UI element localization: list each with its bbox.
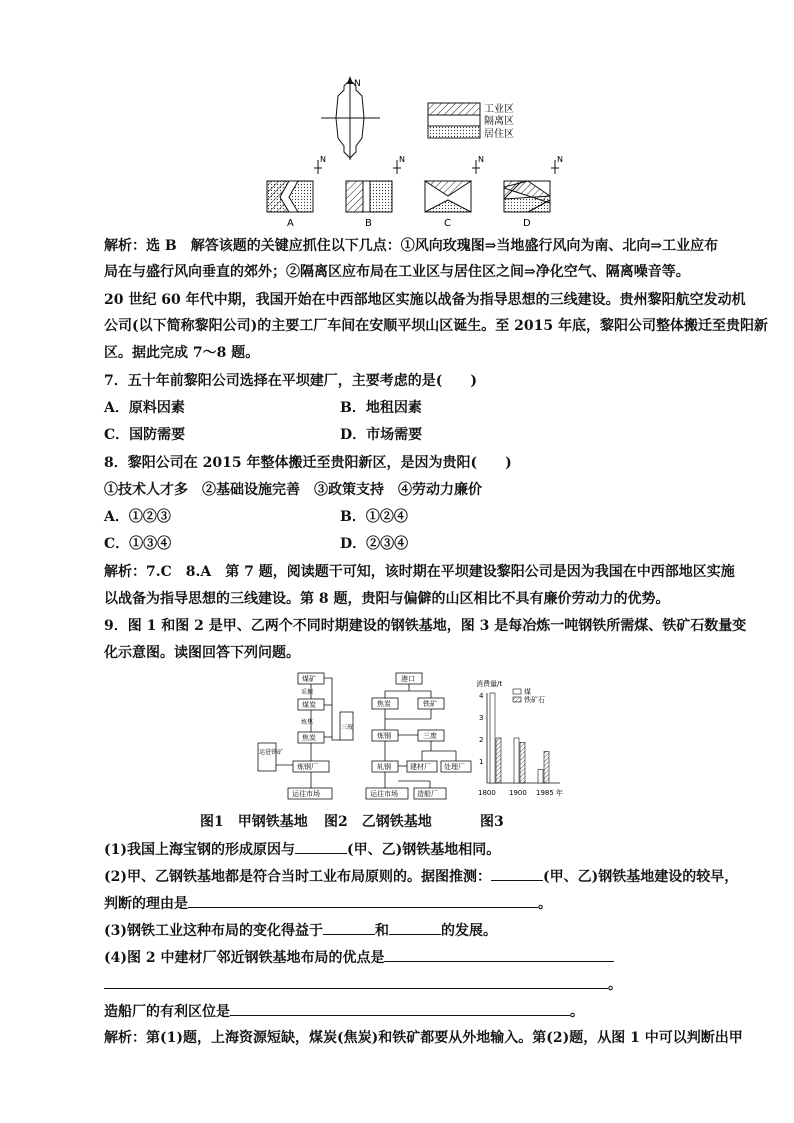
q8-option-b[interactable]: B．①②④	[340, 509, 408, 525]
bar-coal-1800	[490, 693, 495, 783]
q9-line-1: 9．图 1 和图 2 是甲、乙两个不同时期建设的钢铁基地，图 3 是每冶炼一吨钢铁所需煤、铁矿石数量变	[104, 618, 747, 634]
fig2-building-materials: 建材厂	[410, 763, 431, 771]
analysis-2-line-1: 解析：7.C 8.A 第 7 题，阅读题干可知，该时期在平坝建设黎阳公司是因为我国在中西部地区实施	[104, 564, 735, 580]
option-label-c: C	[444, 218, 451, 229]
sub-q2-line-2: 判断的理由是 。	[104, 893, 552, 914]
caption-figure-1: 图1 甲钢铁基地	[200, 814, 308, 830]
layout-option-a	[267, 155, 326, 229]
bar-coal-1985	[538, 770, 543, 784]
zone-legend	[428, 102, 514, 140]
q8-items: ①技术人才多 ②基础设施完善 ③政策支持 ④劳动力廉价	[104, 482, 482, 498]
q7-option-b[interactable]: B．地租因素	[340, 400, 422, 416]
north-label: N	[478, 155, 484, 164]
fig1-iron-ore-in: 运进铁矿	[259, 749, 284, 756]
x-tick-1985: 1985 年	[536, 789, 564, 797]
analysis-2-line-2: 以战备为指导思想的三线建设。第 8 题，贵阳与偏僻的山区相比不具有廉价劳动力的优势。	[104, 591, 670, 607]
sub-q2-line-1: (2)甲、乙钢铁基地都是符合当时工业布局原则的。据图推测： (甲、乙)钢铁基地建设的较早，	[104, 866, 738, 887]
answer-blank-2[interactable]	[491, 866, 543, 881]
analysis-1-line-1: 解析：选 B 解答该题的关键应抓住以下几点：①风向玫瑰图⇒当地盛行风向为南、北向⇒工业应布	[104, 238, 719, 254]
bar-coal-1900	[514, 738, 519, 783]
x-tick-1900: 1900	[509, 789, 527, 797]
option-label-d: D	[523, 218, 531, 229]
fig1-coke: 焦炭	[302, 734, 316, 742]
y-tick-1: 1	[479, 758, 484, 766]
legend-buffer: 隔离区	[484, 116, 514, 127]
bar-iron-ore-1800	[496, 738, 501, 783]
sub-q4-line-2: 。	[104, 974, 622, 995]
fig2-coke: 焦炭	[377, 700, 391, 708]
fig2-rolling: 轧钢	[377, 763, 391, 771]
q7-option-a[interactable]: A．原料因素	[104, 400, 185, 416]
fig2-to-market: 运往市场	[370, 790, 398, 798]
layout-option-b	[346, 155, 405, 229]
answer-blank-5[interactable]	[389, 920, 441, 935]
bar-iron-ore-1900	[520, 743, 525, 784]
option-label-a: A	[287, 218, 294, 229]
fig1-coal-mine: 煤矿	[302, 675, 316, 683]
fig1-waste: 三废	[341, 724, 354, 731]
fig2-waste: 三废	[423, 732, 437, 740]
caption-figure-2: 图2 乙钢铁基地	[324, 814, 432, 830]
answer-blank-7[interactable]	[104, 974, 608, 989]
q8-option-a[interactable]: A．①②③	[104, 509, 171, 525]
fig1-coal: 煤炭	[302, 701, 316, 709]
q8-stem: 8．黎阳公司在 2015 年整体搬迁至贵阳新区，是因为贵阳( )	[104, 455, 512, 471]
fig2-shipyard: 造船厂	[417, 790, 438, 798]
fig2-steelmaking: 炼钢	[377, 732, 391, 740]
north-label: N	[557, 155, 563, 164]
fig2-iron-ore: 铁矿	[423, 700, 437, 708]
layout-option-c	[425, 155, 484, 229]
wind-rose-icon	[321, 76, 380, 160]
fig1-to-market: 运往市场	[292, 790, 320, 798]
q8-option-d[interactable]: D．②③④	[340, 536, 409, 552]
north-label: N	[320, 155, 326, 164]
y-tick-4: 4	[479, 692, 484, 700]
analysis-1-line-2: 局在与盛行风向垂直的郊外；②隔离区应布局在工业区与居住区之间⇒净化空气、隔离噪音等。	[104, 264, 690, 280]
legend-residential: 居住区	[484, 129, 514, 140]
caption-figure-3: 图3	[480, 814, 504, 830]
legend-ore: 铁矿石	[524, 696, 545, 704]
fig2-port: 港口	[401, 675, 415, 683]
sub-q1: (1)我国上海宝钢的形成原因与 (甲、乙)钢铁基地相同。	[104, 839, 500, 860]
answer-blank-8[interactable]	[230, 1001, 570, 1016]
q7-option-d[interactable]: D．市场需要	[340, 427, 423, 443]
legend-ore-swatch	[513, 697, 521, 702]
north-label: N	[354, 79, 361, 89]
answer-blank-6[interactable]	[384, 947, 614, 962]
bar-iron-ore-1985	[544, 752, 549, 784]
legend-coal-swatch	[513, 689, 521, 694]
answer-blank-1[interactable]	[295, 839, 347, 854]
layout-figure	[0, 0, 794, 240]
intro-line-1: 20 世纪 60 年代中期，我国开始在中西部地区实施以战备为指导思想的三线建设。贵州黎阳航空发动机	[104, 292, 746, 308]
chart-ylabel: 消费量/t	[476, 680, 503, 688]
sub-q3: (3)钢铁工业这种布局的变化得益于 和 的发展。	[104, 920, 497, 941]
q8-option-c[interactable]: C．①③④	[104, 536, 172, 552]
figure-3-chart	[476, 679, 563, 797]
q7-stem: 7．五十年前黎阳公司选择在平坝建厂，主要考虑的是( )	[104, 373, 477, 389]
layout-option-d	[504, 155, 563, 229]
steel-base-figures	[0, 665, 794, 805]
fig1-edge-coking: 炼焦	[301, 719, 314, 726]
y-tick-2: 2	[479, 736, 484, 744]
answer-blank-4[interactable]	[323, 920, 375, 935]
q7-option-c[interactable]: C．国防需要	[104, 427, 186, 443]
sub-q4-line-3: 造船厂的有利区位是 。	[104, 1001, 584, 1022]
y-tick-3: 3	[479, 714, 484, 722]
sub-q4-line-1: (4)图 2 中建材厂邻近钢铁基地布局的优点是	[104, 947, 614, 968]
fig1-edge-mining: 采掘	[301, 689, 314, 696]
legend-coal: 煤	[524, 688, 531, 696]
option-label-b: B	[365, 218, 372, 229]
intro-line-2: 公司(以下简称黎阳公司)的主要工厂车间在安顺平坝山区诞生。至 2015 年底，黎阳公司整体搬迁至贵阳新	[104, 318, 768, 334]
answer-blank-3[interactable]	[188, 893, 538, 908]
fig1-steel-plant: 炼钢厂	[297, 763, 318, 771]
x-tick-1800: 1800	[478, 789, 496, 797]
intro-line-3: 区。据此完成 7～8 题。	[104, 345, 260, 361]
analysis-3-line-1: 解析：第(1)题，上海资源短缺，煤炭(焦炭)和铁矿都要从外地输入。第(2)题，从图 1 中可以判断出甲	[104, 1030, 743, 1046]
legend-industry: 工业区	[484, 104, 514, 115]
q9-line-2: 化示意图。读图回答下列问题。	[104, 645, 300, 661]
north-label: N	[399, 155, 405, 164]
fig2-treatment-plant: 处理厂	[444, 763, 465, 771]
